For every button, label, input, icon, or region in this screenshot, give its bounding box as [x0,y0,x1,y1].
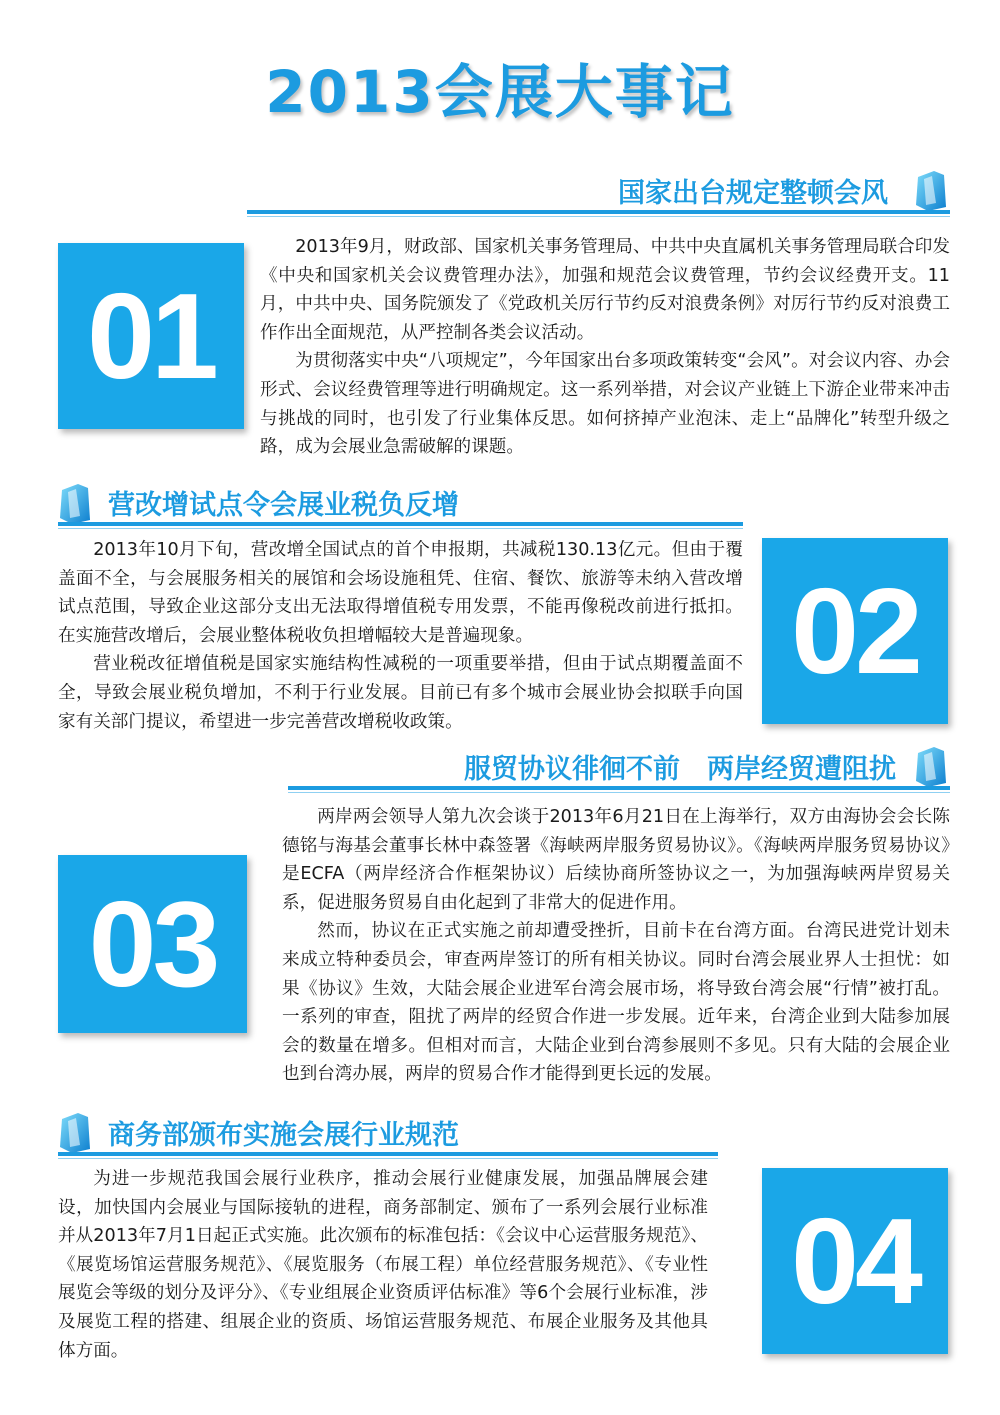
section-number-box: 04 [762,1168,948,1354]
crystal-decoration-icon [58,1113,92,1153]
crystal-decoration-icon [914,747,948,787]
section-number-box: 02 [762,538,948,724]
section-heading: 服贸协议徘徊不前 两岸经贸遭阻扰 [464,754,896,785]
paragraph: 营业税改征增值税是国家实施结构性减税的一项重要举措，但由于试点期覆盖面不全，导致会展业税负增加，不利于行业发展。目前已有多个城市会展业协会拟联手向国家有关部门提议，希望进一步完善营改增税收政策。 [58,654,743,732]
section-rule [288,786,950,790]
paragraph: 2013年10月下旬，营改增全国试点的首个申报期，共减税130.13亿元。但由于覆盖面不全，与会展服务相关的展馆和会场设施租凭、住宿、餐饮、旅游等未纳入营改增试点范围，导致企业这部分支出无法取得增值税专用发票，不能再像税改前进行抵扣。在实施营改增后，会展业整体税收负担增幅较大是普遍现象。 [58,540,743,646]
section-rule [58,522,743,526]
section-heading: 商务部颁布实施会展行业规范 [108,1120,459,1151]
paragraph: 两岸两会领导人第九次会谈于2013年6月21日在上海举行，双方由海协会会长陈德铭与海基会董事长林中森签署《海峡两岸服务贸易协议》。《海峡两岸服务贸易协议》是ECFA（两岸经济合作框架协议）后续协商所签协议之一，为加强海峡两岸贸易关系，促进服务贸易自由化起到了非常大的促进作用。 [282,807,950,913]
section-rule [58,1152,718,1156]
section-number-box: 03 [58,855,247,1033]
page-title: 2013会展大事记 [265,58,735,126]
paragraph: 然而，协议在正式实施之前却遭受挫折，目前卡在台湾方面。台湾民进党计划未来成立特种委员会，审查两岸签订的所有相关协议。同时台湾会展业界人士担忧：如果《协议》生效，大陆会展企业进军台湾会展市场，将导致台湾会展“行情”被打乱。一系列的审查，阻扰了两岸的经贸合作进一步发展。近年来，台湾企业到大陆参加展会的数量在增多。但相对而言，大陆企业到台湾参展则不多见。只有大陆的会展企业也到台湾办展，两岸的贸易合作才能得到更长远的发展。 [282,921,950,1085]
section-body [282,803,950,1089]
section-body [58,1165,708,1365]
section-rule [247,210,950,214]
paragraph: 为贯彻落实中央“八项规定”，今年国家出台多项政策转变“会风”。对会议内容、办会形式、会议经费管理等进行明确规定。这一系列举措，对会议产业链上下游企业带来冲击与挑战的同时，也引发了行业集体反思。如何挤掉产业泡沫、走上“品牌化”转型升级之路，成为会展业急需破解的课题。 [260,351,950,458]
crystal-decoration-icon [914,171,948,211]
section-heading: 营改增试点令会展业税负反增 [108,490,459,521]
paragraph: 2013年9月，财政部、国家机关事务管理局、中共中央直属机关事务管理局联合印发《中央和国家机关会议费管理办法》，加强和规范会议费管理，节约会议经费开支。11月，中共中央、国务院颁发了《党政机关厉行节约反对浪费条例》对厉行节约反对浪费工作作出全面规范，从严控制各类会议活动。 [260,237,950,343]
section-body [260,233,950,462]
section-heading: 国家出台规定整顿会风 [618,178,888,209]
section-number-box: 01 [58,243,244,429]
paragraph: 为进一步规范我国会展行业秩序，推动会展行业健康发展，加强品牌展会建设，加快国内会展业与国际接轨的进程，商务部制定、颁布了一系列会展行业标准并从2013年7月1日起正式实施。此次颁布的标准包括：《会议中心运营服务规范》、《展览场馆运营服务规范》、《展览服务（布展工程）单位经营服务规范》、《专业性展览会等级的划分及评分》、《专业组展企业资质评估标准》等6个会展行业标准，涉及展览工程的搭建、组展企业的资质、场馆运营服务规范、布展企业服务及其他具体方面。 [58,1169,708,1361]
section-body [58,536,743,736]
crystal-decoration-icon [58,484,92,524]
